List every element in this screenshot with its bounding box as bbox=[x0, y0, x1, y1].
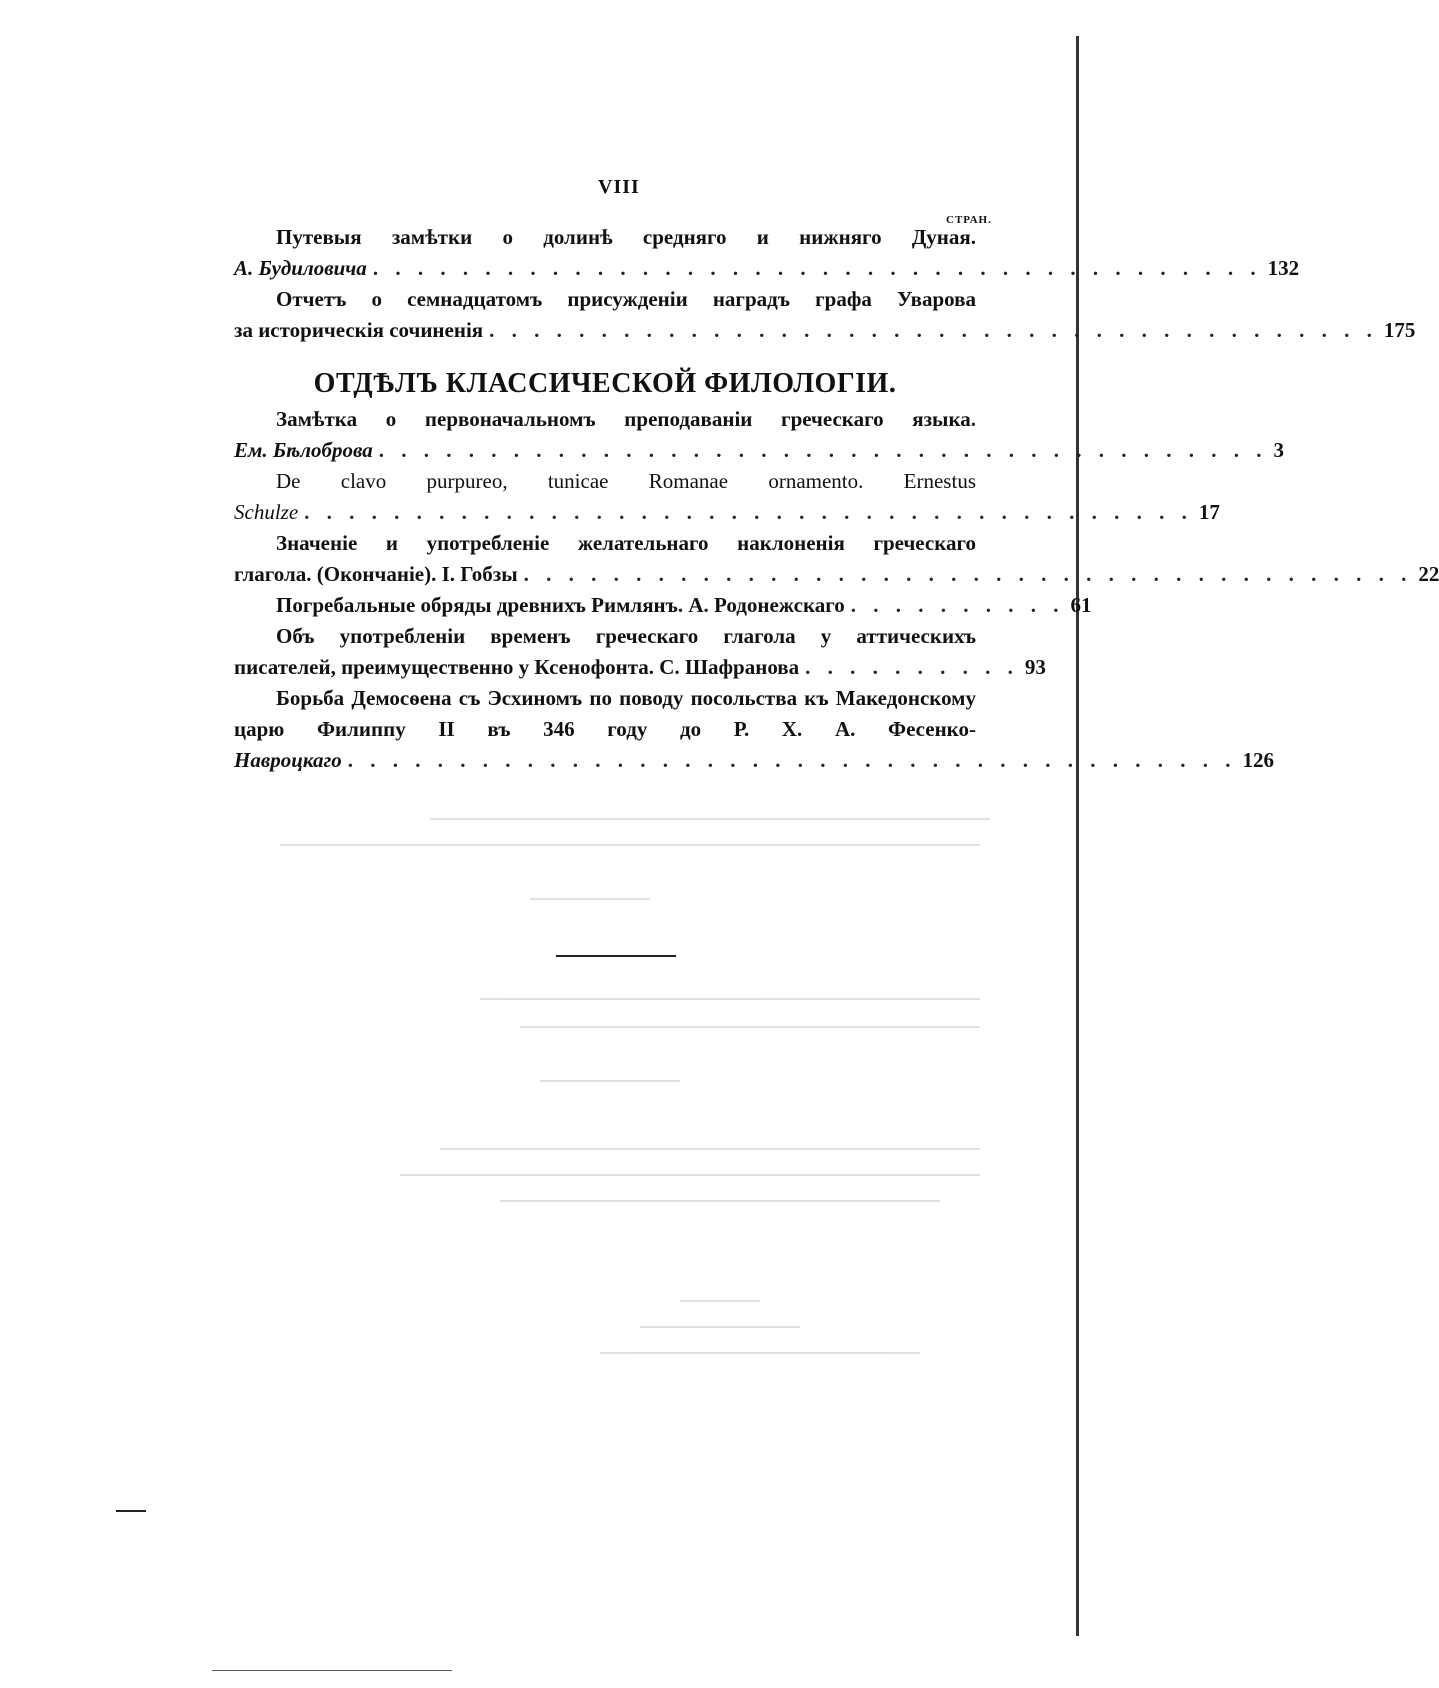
entry-author: Schulze bbox=[234, 500, 299, 524]
leader-dots: . . . . . . . . . . . . . . . . . . . . . . . . . . . . . . . . . . . . . . . . bbox=[372, 256, 1262, 280]
bottom-rule bbox=[212, 1670, 452, 1671]
entry-title-line: Отчетъ о семнадцатомъ присужденіи наградъ графа Уварова bbox=[276, 287, 976, 311]
entry-page: 93 bbox=[1024, 655, 1046, 679]
page-number: VIII bbox=[598, 176, 640, 198]
toc-entry bbox=[234, 222, 1300, 284]
leader-dots: . . . . . . . . . . . . . . . . . . . . . . . . . . . . . . . . . . . . . . . . bbox=[378, 438, 1268, 462]
toc-entry bbox=[234, 466, 1220, 528]
section-heading: ОТДѢЛЪ КЛАССИЧЕСКОЙ ФИЛОЛОГІИ. bbox=[313, 368, 897, 399]
leader-dots: . . . . . . . . . . . . . . . . . . . . . . . . . . . . . . . . . . . . . . . . bbox=[489, 318, 1378, 342]
entry-title-line: Значеніе и употребленіе желательнаго наклоненія греческаго bbox=[276, 531, 976, 555]
entry-author: Ем. Бѣлоброва bbox=[234, 438, 373, 462]
toc-entry bbox=[234, 590, 1092, 621]
entry-title-end: за историческія сочиненія bbox=[234, 318, 484, 342]
entry-page: 175 bbox=[1383, 318, 1416, 342]
entry-author: А. Будиловича bbox=[234, 256, 367, 280]
entry-title-end: писателей, преимущественно у Ксенофонта. С. Шафранова bbox=[234, 655, 800, 679]
toc-entry bbox=[234, 683, 1275, 776]
leader-dots: . . . . . . . . . . . . . . . . . . . . . . . . . . . . . . . . . . . . . . . . bbox=[304, 500, 1193, 524]
leader-dots: . . . . . . . . . . bbox=[850, 593, 1065, 617]
entry-author: Навроцкаго bbox=[234, 748, 342, 772]
show-through-noise bbox=[280, 818, 1000, 1358]
toc-entry bbox=[234, 528, 1439, 590]
entry-title-line: Путевыя замѣтки о долинѣ средняго и нижняго Дуная. bbox=[276, 225, 976, 249]
entry-title-end: глагола. (Окончаніе). І. Гобзы bbox=[234, 562, 518, 586]
entry-title-line: Объ употребленіи временъ греческаго глагола у аттическихъ bbox=[276, 624, 976, 648]
leader-dots: . . . . . . . . . . . . . . . . . . . . . . . . . . . . . . . . . . . . . . . . bbox=[347, 748, 1237, 772]
entry-page: 17 bbox=[1198, 500, 1220, 524]
leader-dots: . . . . . . . . . . . . . . . . . . . . . . . . . . . . . . . . . . . . . . . . bbox=[523, 562, 1413, 586]
entry-page: 3 bbox=[1273, 438, 1284, 462]
toc-top-group bbox=[234, 222, 1416, 346]
page-column-label: СТРАН. bbox=[946, 214, 992, 226]
leader-dots: . . . . . . . . . . bbox=[805, 655, 1019, 679]
margin-mark bbox=[116, 1510, 146, 1512]
entry-page: 126 bbox=[1242, 748, 1275, 772]
entry-page: 22 bbox=[1418, 562, 1439, 586]
toc-entry bbox=[234, 284, 1416, 346]
entry-title-line: Замѣтка о первоначальномъ преподаваніи греческаго языка. bbox=[276, 407, 976, 431]
entry-title-line: Борьба Демосѳена съ Эсхиномъ по поводу посольства къ Македонскому царю Филиппу II въ 346 году до Р. Х. А. Фесенко- bbox=[234, 686, 976, 741]
entry-page: 132 bbox=[1267, 256, 1300, 280]
entry-title-line: Погребальные обряды древнихъ Римлянъ. А. Родонежскаго bbox=[276, 593, 845, 617]
toc-entry bbox=[234, 621, 1046, 683]
toc-entry bbox=[234, 404, 1284, 466]
toc-section-group bbox=[234, 404, 1439, 776]
entry-title-line: De clavo purpureo, tunicae Romanae ornamento. Ernestus bbox=[276, 469, 976, 493]
entry-page: 61 bbox=[1070, 593, 1092, 617]
